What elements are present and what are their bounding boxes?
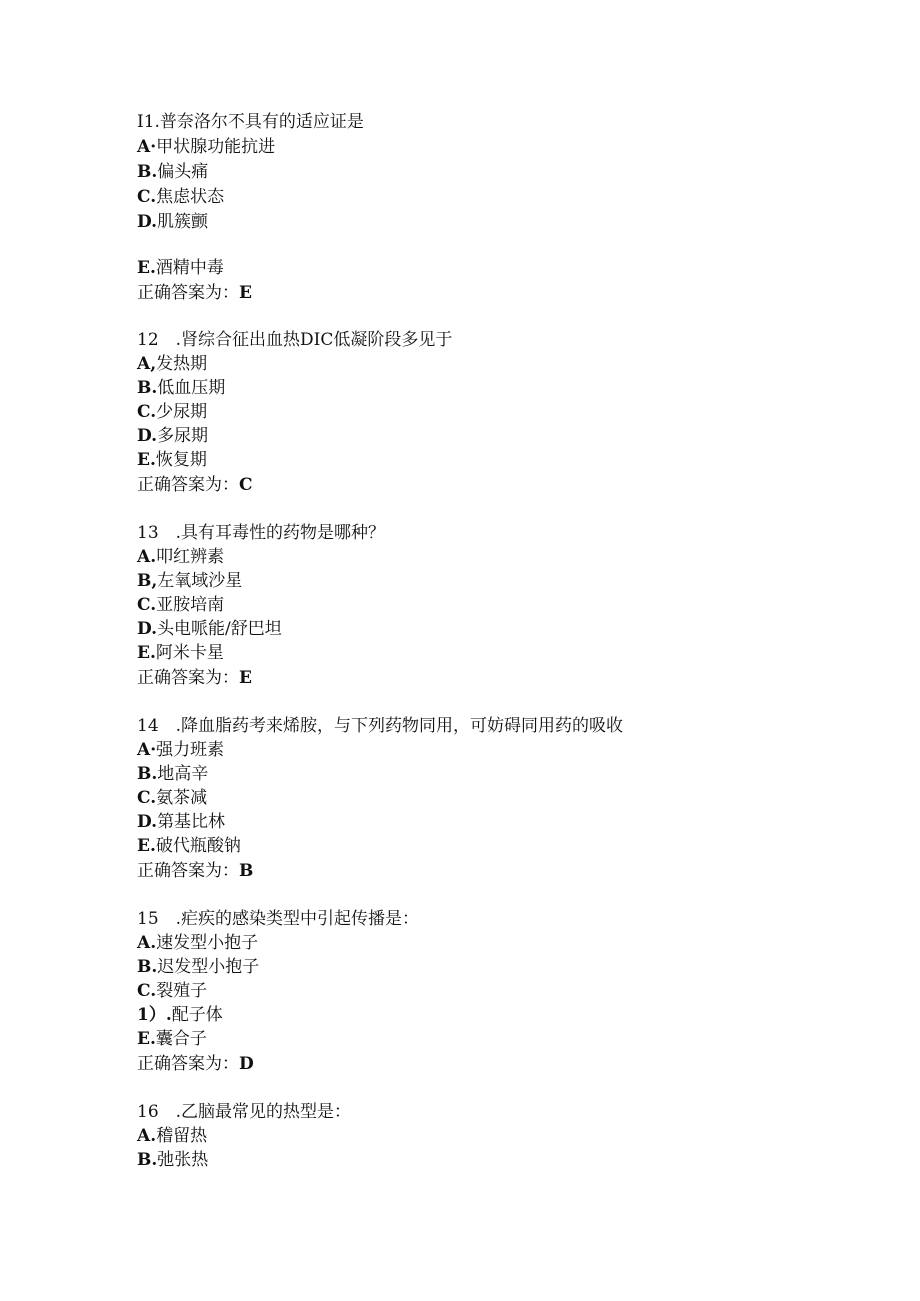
question-15-option-e xyxy=(137,1028,207,1050)
option-text: 叩红辨素 xyxy=(156,547,225,567)
option-label: C. xyxy=(137,402,157,422)
question-11-stem: I1.普奈洛尔不具有的适应证是 xyxy=(137,112,364,132)
answer-label: 正确答案为： xyxy=(137,668,239,688)
option-label: A. xyxy=(137,547,157,567)
answer-value: E xyxy=(239,283,252,303)
option-label: A. xyxy=(137,933,157,953)
question-13-option-c xyxy=(137,594,224,616)
option-text: 弛张热 xyxy=(157,1150,209,1170)
option-label: C. xyxy=(137,981,157,1001)
option-label: C. xyxy=(137,788,157,808)
option-text: 破代瓶酸钠 xyxy=(155,836,241,856)
question-14-option-a xyxy=(137,739,224,761)
question-15-stem: 15 .疟疾的感染类型中引起传播是： xyxy=(137,909,420,929)
question-11-option-d xyxy=(137,211,208,233)
question-15-option-c xyxy=(137,980,207,1002)
question-12-option-c xyxy=(137,401,207,423)
option-text: 偏头痛 xyxy=(157,162,209,182)
question-11-option-c xyxy=(137,186,224,208)
question-13-option-b xyxy=(137,570,242,592)
question-15-option-a xyxy=(137,932,258,954)
option-text: 阿米卡星 xyxy=(155,643,224,663)
question-13-stem: 13 .具有耳毒性的药物是哪种？ xyxy=(137,523,386,543)
option-label: B. xyxy=(137,378,158,398)
option-text: 恢复期 xyxy=(155,450,207,470)
option-text: 多尿期 xyxy=(157,426,209,446)
option-label: B. xyxy=(137,1150,158,1170)
answer-value: B xyxy=(239,861,254,881)
option-label: 1）. xyxy=(137,1005,172,1025)
option-label: E. xyxy=(137,450,156,470)
answer-label: 正确答案为： xyxy=(137,1054,239,1074)
option-text: 强力班素 xyxy=(156,740,225,760)
question-12-option-e xyxy=(137,449,207,471)
question-15-answer xyxy=(137,1053,254,1075)
question-14-answer xyxy=(137,860,253,882)
option-label: C. xyxy=(137,187,157,207)
option-label: C. xyxy=(137,595,157,615)
option-text: 亚胺培南 xyxy=(156,595,225,615)
question-12-answer xyxy=(137,474,253,496)
question-16-stem: 16 .乙脑最常见的热型是： xyxy=(137,1102,352,1122)
answer-value: E xyxy=(239,668,252,688)
option-label: D. xyxy=(137,812,158,832)
option-text: 焦虑状态 xyxy=(156,187,225,207)
option-text: 裂殖子 xyxy=(156,981,208,1001)
option-text: 迟发型小抱子 xyxy=(157,957,260,977)
option-text: 头电哌能/舒巴坦 xyxy=(157,619,282,639)
option-label: D. xyxy=(137,426,158,446)
question-14-option-b xyxy=(137,763,208,785)
answer-label: 正确答案为： xyxy=(137,283,239,303)
question-12-option-b xyxy=(137,377,225,399)
option-text: 囊合子 xyxy=(155,1029,207,1049)
question-15-option-b xyxy=(137,956,259,978)
answer-label: 正确答案为： xyxy=(137,475,239,495)
question-13-answer xyxy=(137,667,252,689)
option-label: E. xyxy=(137,643,156,663)
option-text: 地高辛 xyxy=(157,764,209,784)
option-text: 肌簇颤 xyxy=(157,212,209,232)
question-15-option-d xyxy=(137,1004,223,1026)
option-text: 低血压期 xyxy=(157,378,226,398)
question-14-option-c xyxy=(137,787,207,809)
question-13-option-d xyxy=(137,618,282,640)
option-label: A· xyxy=(137,740,157,760)
question-12-option-a xyxy=(137,353,207,375)
option-text: 少尿期 xyxy=(156,402,208,422)
answer-label: 正确答案为： xyxy=(137,861,239,881)
option-text: 氨茶减 xyxy=(156,788,208,808)
option-text: 左氧域沙星 xyxy=(157,571,243,591)
question-11-option-a xyxy=(137,136,275,158)
option-text: 速发型小抱子 xyxy=(156,933,259,953)
question-16-option-a xyxy=(137,1125,207,1147)
option-text: 第基比林 xyxy=(157,812,226,832)
question-14-option-e xyxy=(137,835,241,857)
question-13-option-e xyxy=(137,642,224,664)
question-12-stem: 12 .肾综合征出血热DIC低凝阶段多见于 xyxy=(137,330,453,350)
option-text: 配子体 xyxy=(171,1005,223,1025)
option-label: B. xyxy=(137,162,158,182)
question-11-option-b xyxy=(137,161,208,183)
question-12-option-d xyxy=(137,425,208,447)
option-label: B. xyxy=(137,764,158,784)
option-label: A· xyxy=(137,137,157,157)
question-13-option-a xyxy=(137,546,224,568)
question-14-stem: 14 .降血脂药考来烯胺，与下列药物同用，可妨碍同用药的吸收 xyxy=(137,716,624,736)
option-label: D. xyxy=(137,619,158,639)
option-label: E. xyxy=(137,1029,156,1049)
option-label: B. xyxy=(137,957,158,977)
option-label: E. xyxy=(137,836,156,856)
option-label: E. xyxy=(137,258,156,278)
option-text: 稽留热 xyxy=(156,1126,208,1146)
question-11-answer xyxy=(137,282,252,304)
option-label: B, xyxy=(137,571,158,591)
question-16-option-b xyxy=(137,1149,208,1171)
option-text: 发热期 xyxy=(156,354,208,374)
question-14-option-d xyxy=(137,811,225,833)
option-text: 甲状腺功能抗进 xyxy=(156,137,276,157)
option-text: 酒精中毒 xyxy=(155,258,224,278)
option-label: A, xyxy=(137,354,157,374)
option-label: D. xyxy=(137,212,158,232)
option-label: A. xyxy=(137,1126,157,1146)
question-11-option-e xyxy=(137,257,224,279)
answer-value: C xyxy=(239,475,253,495)
answer-value: D xyxy=(239,1054,254,1074)
